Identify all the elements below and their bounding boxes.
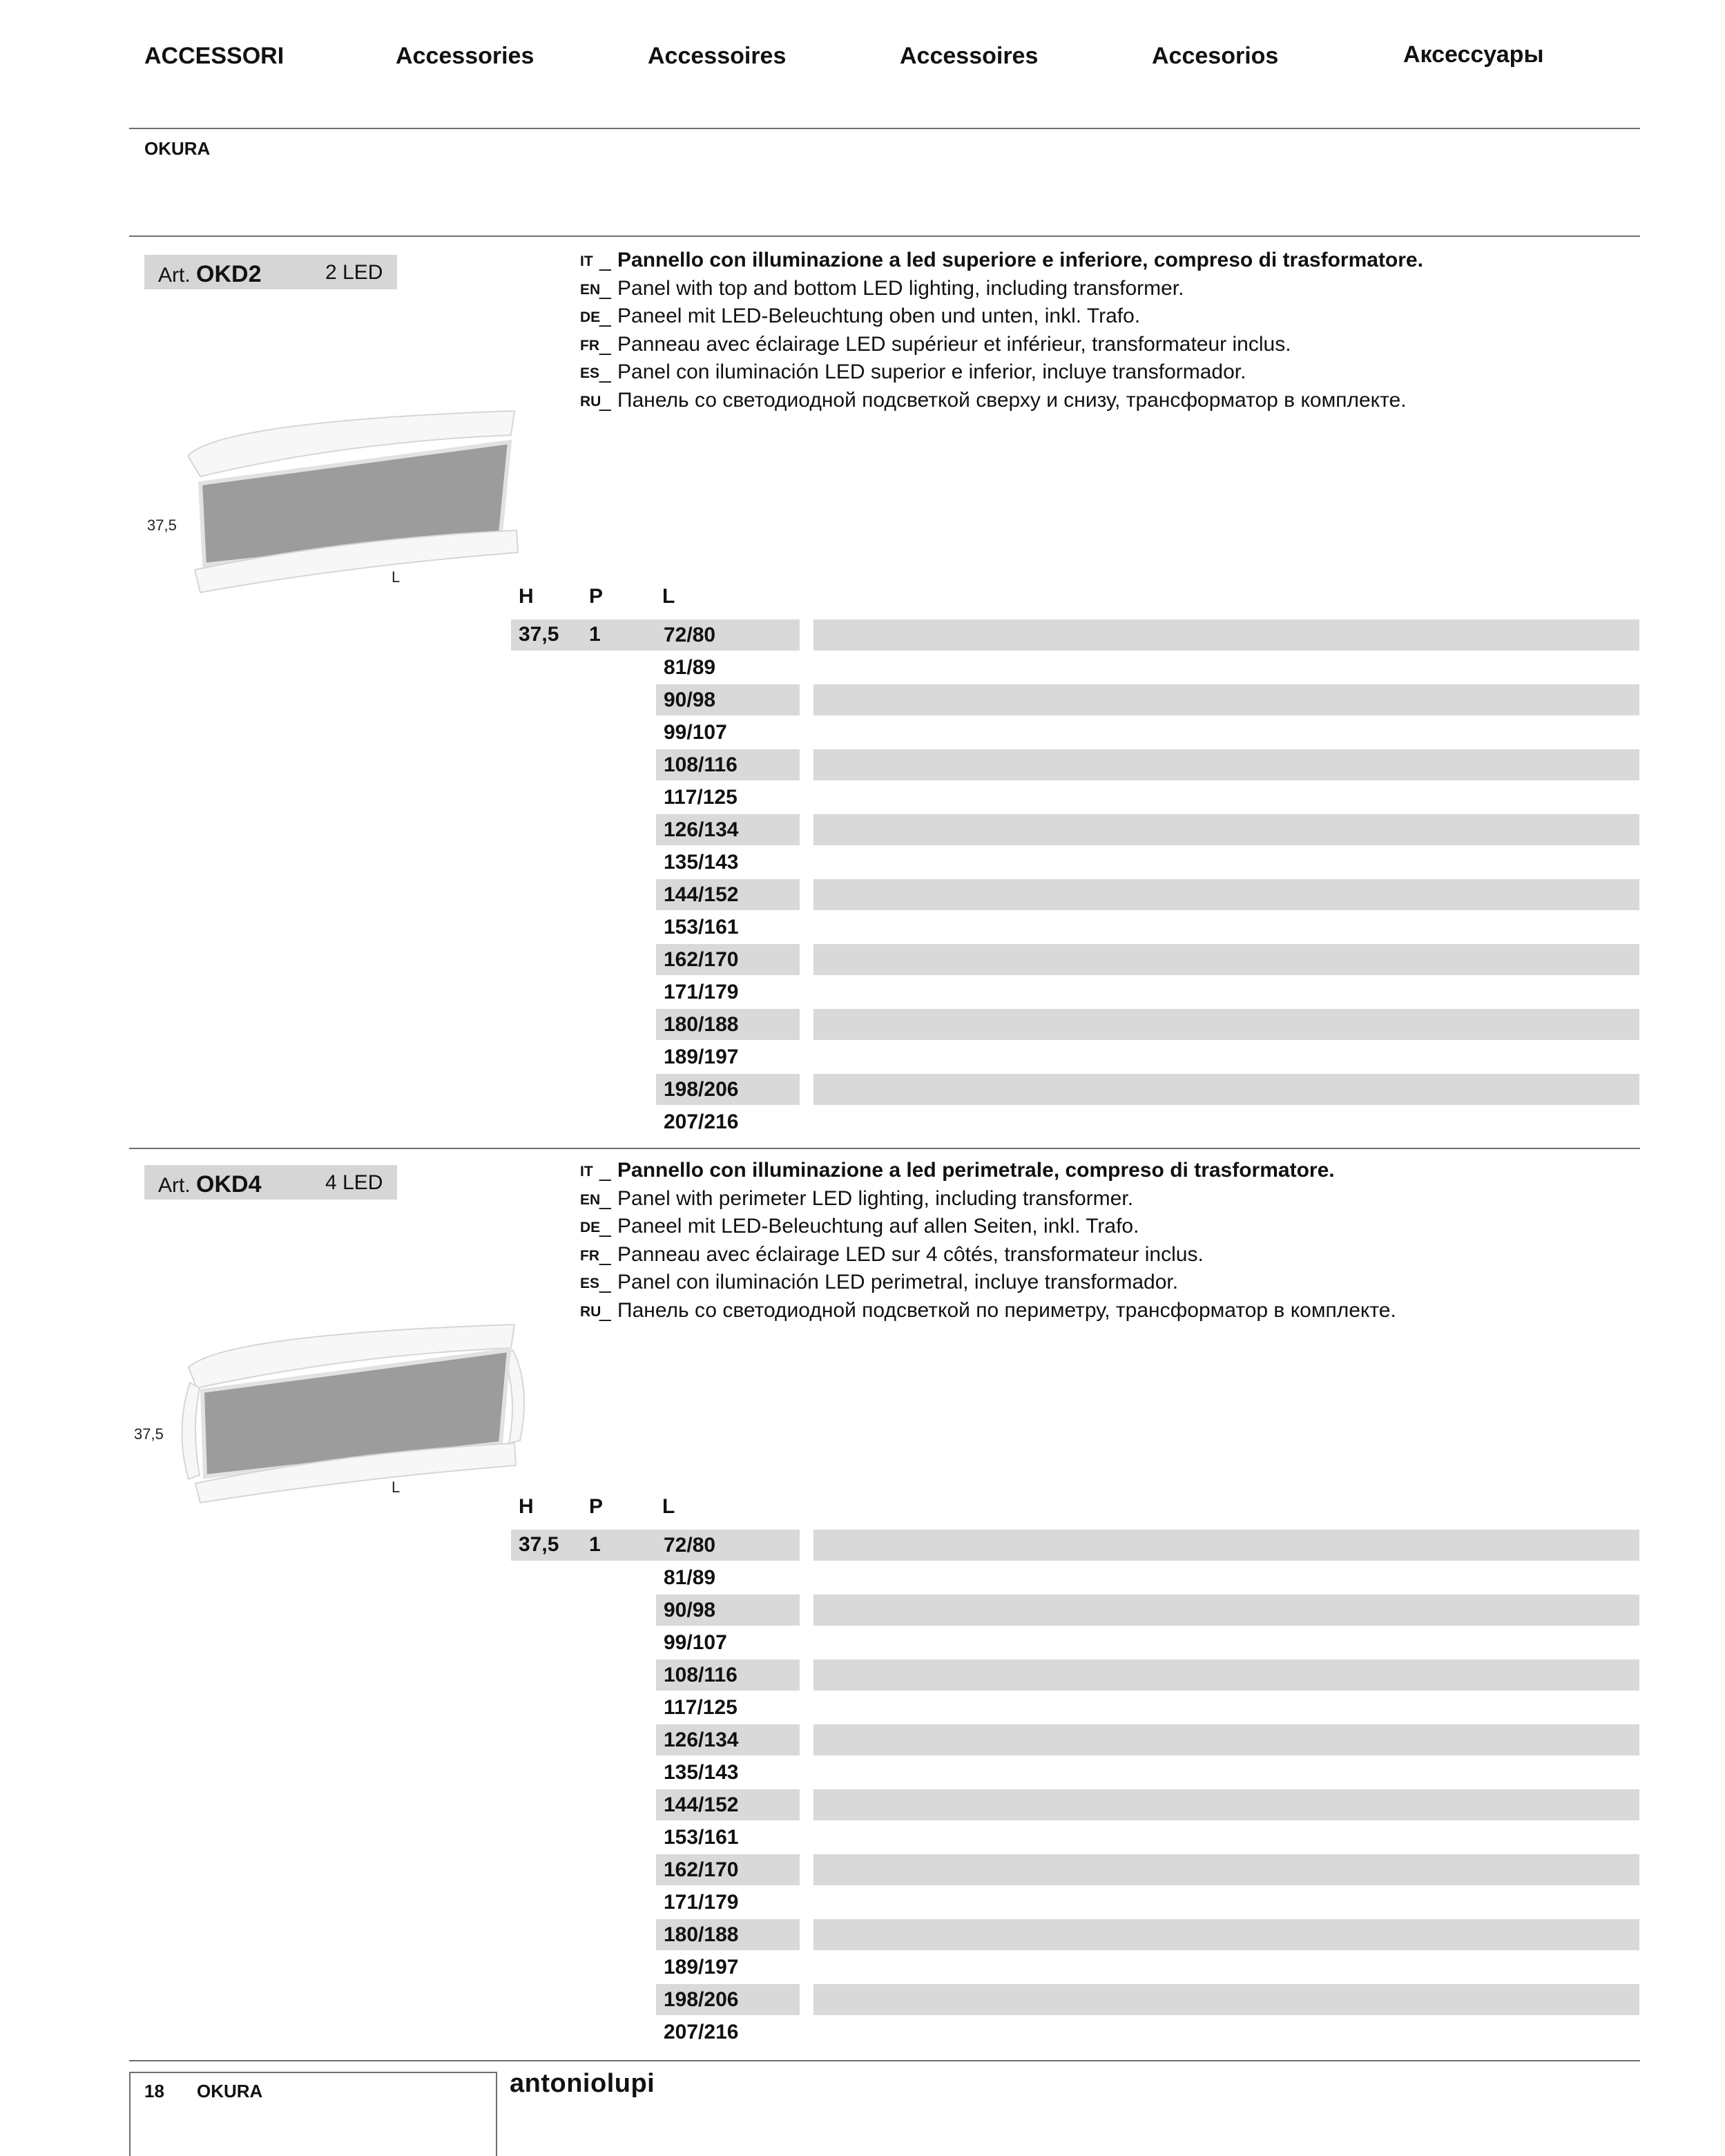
description-it <box>580 247 1657 275</box>
table-cell-length: 153/161 <box>664 1826 739 1849</box>
article-led-count: 2 LED <box>325 261 383 284</box>
lang-separator: _ <box>599 1271 611 1293</box>
table-cell-length: 126/134 <box>664 818 739 841</box>
table-cell-length: 153/161 <box>664 916 739 939</box>
lang-separator: _ <box>599 332 611 356</box>
section-title: OKURA <box>144 138 211 159</box>
section-divider <box>129 235 1640 237</box>
description-es <box>580 358 1657 387</box>
table-header-l: L <box>662 1495 675 1518</box>
lang-separator: _ <box>599 1215 611 1238</box>
lang-code: DE <box>580 1220 601 1235</box>
description-fr <box>580 331 1657 359</box>
table-cell-length: 207/216 <box>664 2021 739 2043</box>
table-cell-length: 135/143 <box>664 851 739 874</box>
table-cell-length: 108/116 <box>664 1664 738 1686</box>
row-band-right <box>813 1854 1639 1885</box>
description-de <box>580 1213 1657 1241</box>
lang-separator: _ <box>599 276 611 300</box>
description-en <box>580 1185 1657 1213</box>
row-band-right <box>813 1595 1639 1626</box>
table-cell-length: 90/98 <box>664 1599 716 1621</box>
table-header-h: H <box>519 585 534 608</box>
lang-code: RU <box>580 1303 601 1320</box>
article-prefix: Art. <box>158 264 191 287</box>
row-band-right <box>813 944 1639 975</box>
header-lang-fr: Accessoires <box>648 43 787 69</box>
table-cell-length: 144/152 <box>664 1793 739 1816</box>
lang-code: IT <box>580 1164 593 1180</box>
row-band-right <box>813 879 1639 910</box>
row-band-right <box>813 619 1639 651</box>
description-text: Panneau avec éclairage LED sur 4 côtés, transformateur inclus. <box>617 1242 1204 1266</box>
article-led-count: 4 LED <box>325 1171 383 1194</box>
lang-separator: _ <box>599 1298 611 1322</box>
lang-code: ES <box>580 365 600 381</box>
table-cell-length: 108/116 <box>664 753 738 776</box>
row-band-right <box>813 684 1639 715</box>
lang-separator: _ <box>599 1159 611 1182</box>
table-cell-length: 81/89 <box>664 1566 716 1589</box>
table-cell-length: 162/170 <box>664 1858 739 1881</box>
description-text: Paneel mit LED-Beleuchtung auf allen Seiten, inkl. Trafo. <box>617 1215 1139 1238</box>
brand-logo: antoniolupi <box>510 2069 655 2098</box>
article-divider <box>129 1148 1640 1149</box>
description-text: Panneau avec éclairage LED supérieur et inférieur, transformateur inclus. <box>617 332 1291 356</box>
table-cell-length: 162/170 <box>664 948 739 971</box>
row-band-right <box>813 1530 1639 1561</box>
table-cell-p: 1 <box>589 623 601 646</box>
table-cell-h: 37,5 <box>519 1533 559 1556</box>
table-cell-length: 198/206 <box>664 1988 739 2011</box>
header-lang-en: Accessories <box>396 43 534 69</box>
table-cell-length: 144/152 <box>664 883 739 906</box>
header-lang-it: ACCESSORI <box>144 43 285 69</box>
row-band-right <box>813 1659 1639 1691</box>
row-band-right <box>813 1724 1639 1755</box>
table-cell-length: 189/197 <box>664 1046 739 1068</box>
lang-code: ES <box>580 1276 600 1291</box>
article-descriptions <box>580 1157 1657 1325</box>
lang-code: RU <box>580 393 601 410</box>
article-code: OKD2 <box>196 261 262 287</box>
footer-section: OKURA <box>197 2081 263 2101</box>
description-text: Panel con iluminación LED superior e inferior, incluye transformador. <box>617 360 1246 383</box>
table-cell-length: 72/80 <box>664 624 716 646</box>
lang-separator: _ <box>599 1242 611 1266</box>
table-cell-length: 135/143 <box>664 1761 739 1784</box>
table-cell-length: 81/89 <box>664 656 716 679</box>
header-lang-es: Accesorios <box>1152 43 1279 69</box>
table-cell-length: 72/80 <box>664 1534 716 1557</box>
row-band-right <box>813 1984 1639 2015</box>
description-text: Panel with perimeter LED lighting, including transformer. <box>617 1186 1134 1210</box>
lang-code: IT <box>580 253 593 269</box>
lang-code: FR <box>580 337 599 354</box>
article-badge <box>144 1165 397 1200</box>
description-ru <box>580 1297 1657 1325</box>
header-divider <box>129 128 1640 129</box>
table-cell-length: 171/179 <box>664 981 739 1003</box>
article-badge <box>144 255 397 289</box>
lang-code: EN <box>580 281 601 298</box>
description-fr <box>580 1241 1657 1269</box>
height-dimension-label: 37,5 <box>134 1425 164 1443</box>
row-band-right <box>813 1789 1639 1820</box>
row-band-right <box>813 1919 1639 1950</box>
footer-divider <box>129 2060 1640 2061</box>
description-text: Panel with top and bottom LED lighting, including transformer. <box>617 276 1184 300</box>
table-cell-length: 180/188 <box>664 1013 739 1036</box>
description-es <box>580 1269 1657 1297</box>
description-text: Pannello con illuminazione a led perimetrale, compreso di trasformatore. <box>617 1159 1335 1182</box>
led-panel-top-bottom-image <box>180 407 525 601</box>
table-cell-length: 126/134 <box>664 1729 739 1751</box>
table-cell-p: 1 <box>589 1533 601 1556</box>
table-header-h: H <box>519 1495 534 1518</box>
article-descriptions <box>580 247 1657 414</box>
table-header-p: P <box>589 1495 604 1518</box>
table-cell-length: 180/188 <box>664 1923 739 1946</box>
table-cell-length: 198/206 <box>664 1078 739 1101</box>
table-cell-length: 189/197 <box>664 1956 739 1979</box>
article-label <box>158 1171 261 1198</box>
length-dimension-label: L <box>392 1479 401 1496</box>
table-cell-length: 171/179 <box>664 1891 739 1914</box>
description-text: Panel con iluminación LED perimetral, incluye transformador. <box>617 1271 1179 1293</box>
description-it <box>580 1157 1657 1185</box>
article-prefix: Art. <box>158 1174 191 1197</box>
article-label <box>158 261 261 288</box>
header-lang-de: Accessoires <box>900 43 1039 69</box>
table-header-l: L <box>662 585 675 608</box>
row-band-right <box>813 814 1639 845</box>
footer-box <box>129 2072 497 2156</box>
table-cell-length: 117/125 <box>664 786 738 809</box>
lang-separator: _ <box>599 305 611 327</box>
height-dimension-label: 37,5 <box>147 517 177 534</box>
description-text: Pannello con illuminazione a led superiore e inferiore, compreso di trasformatore. <box>617 249 1423 271</box>
description-text: Панель со светодиодной подсветкой сверху и снизу, трансформатор в комплекте. <box>617 388 1407 412</box>
lang-separator: _ <box>599 249 611 271</box>
table-cell-length: 207/216 <box>664 1110 739 1133</box>
lang-separator: _ <box>599 360 611 383</box>
row-band-right <box>813 1009 1639 1040</box>
table-cell-h: 37,5 <box>519 623 559 646</box>
table-cell-length: 99/107 <box>664 1631 727 1654</box>
lang-separator: _ <box>599 1186 611 1210</box>
table-header-p: P <box>589 585 604 608</box>
table-cell-length: 117/125 <box>664 1696 738 1719</box>
row-band-right <box>813 749 1639 780</box>
length-dimension-label: L <box>392 568 401 586</box>
lang-code: EN <box>580 1191 601 1208</box>
description-ru <box>580 387 1657 415</box>
table-cell-length: 99/107 <box>664 721 727 744</box>
lang-code: DE <box>580 309 601 325</box>
header-lang-ru: Аксессуары <box>1403 41 1544 68</box>
led-panel-perimeter-image <box>169 1319 535 1512</box>
page-number: 18 <box>144 2081 164 2101</box>
table-cell-length: 90/98 <box>664 689 716 711</box>
description-text: Панель со светодиодной подсветкой по периметру, трансформатор в комплекте. <box>617 1298 1396 1322</box>
description-en <box>580 275 1657 303</box>
description-de <box>580 302 1657 331</box>
description-text: Paneel mit LED-Beleuchtung oben und unten, inkl. Trafo. <box>617 305 1141 327</box>
article-code: OKD4 <box>196 1171 262 1197</box>
lang-code: FR <box>580 1247 599 1264</box>
lang-separator: _ <box>599 388 611 412</box>
row-band-right <box>813 1074 1639 1105</box>
